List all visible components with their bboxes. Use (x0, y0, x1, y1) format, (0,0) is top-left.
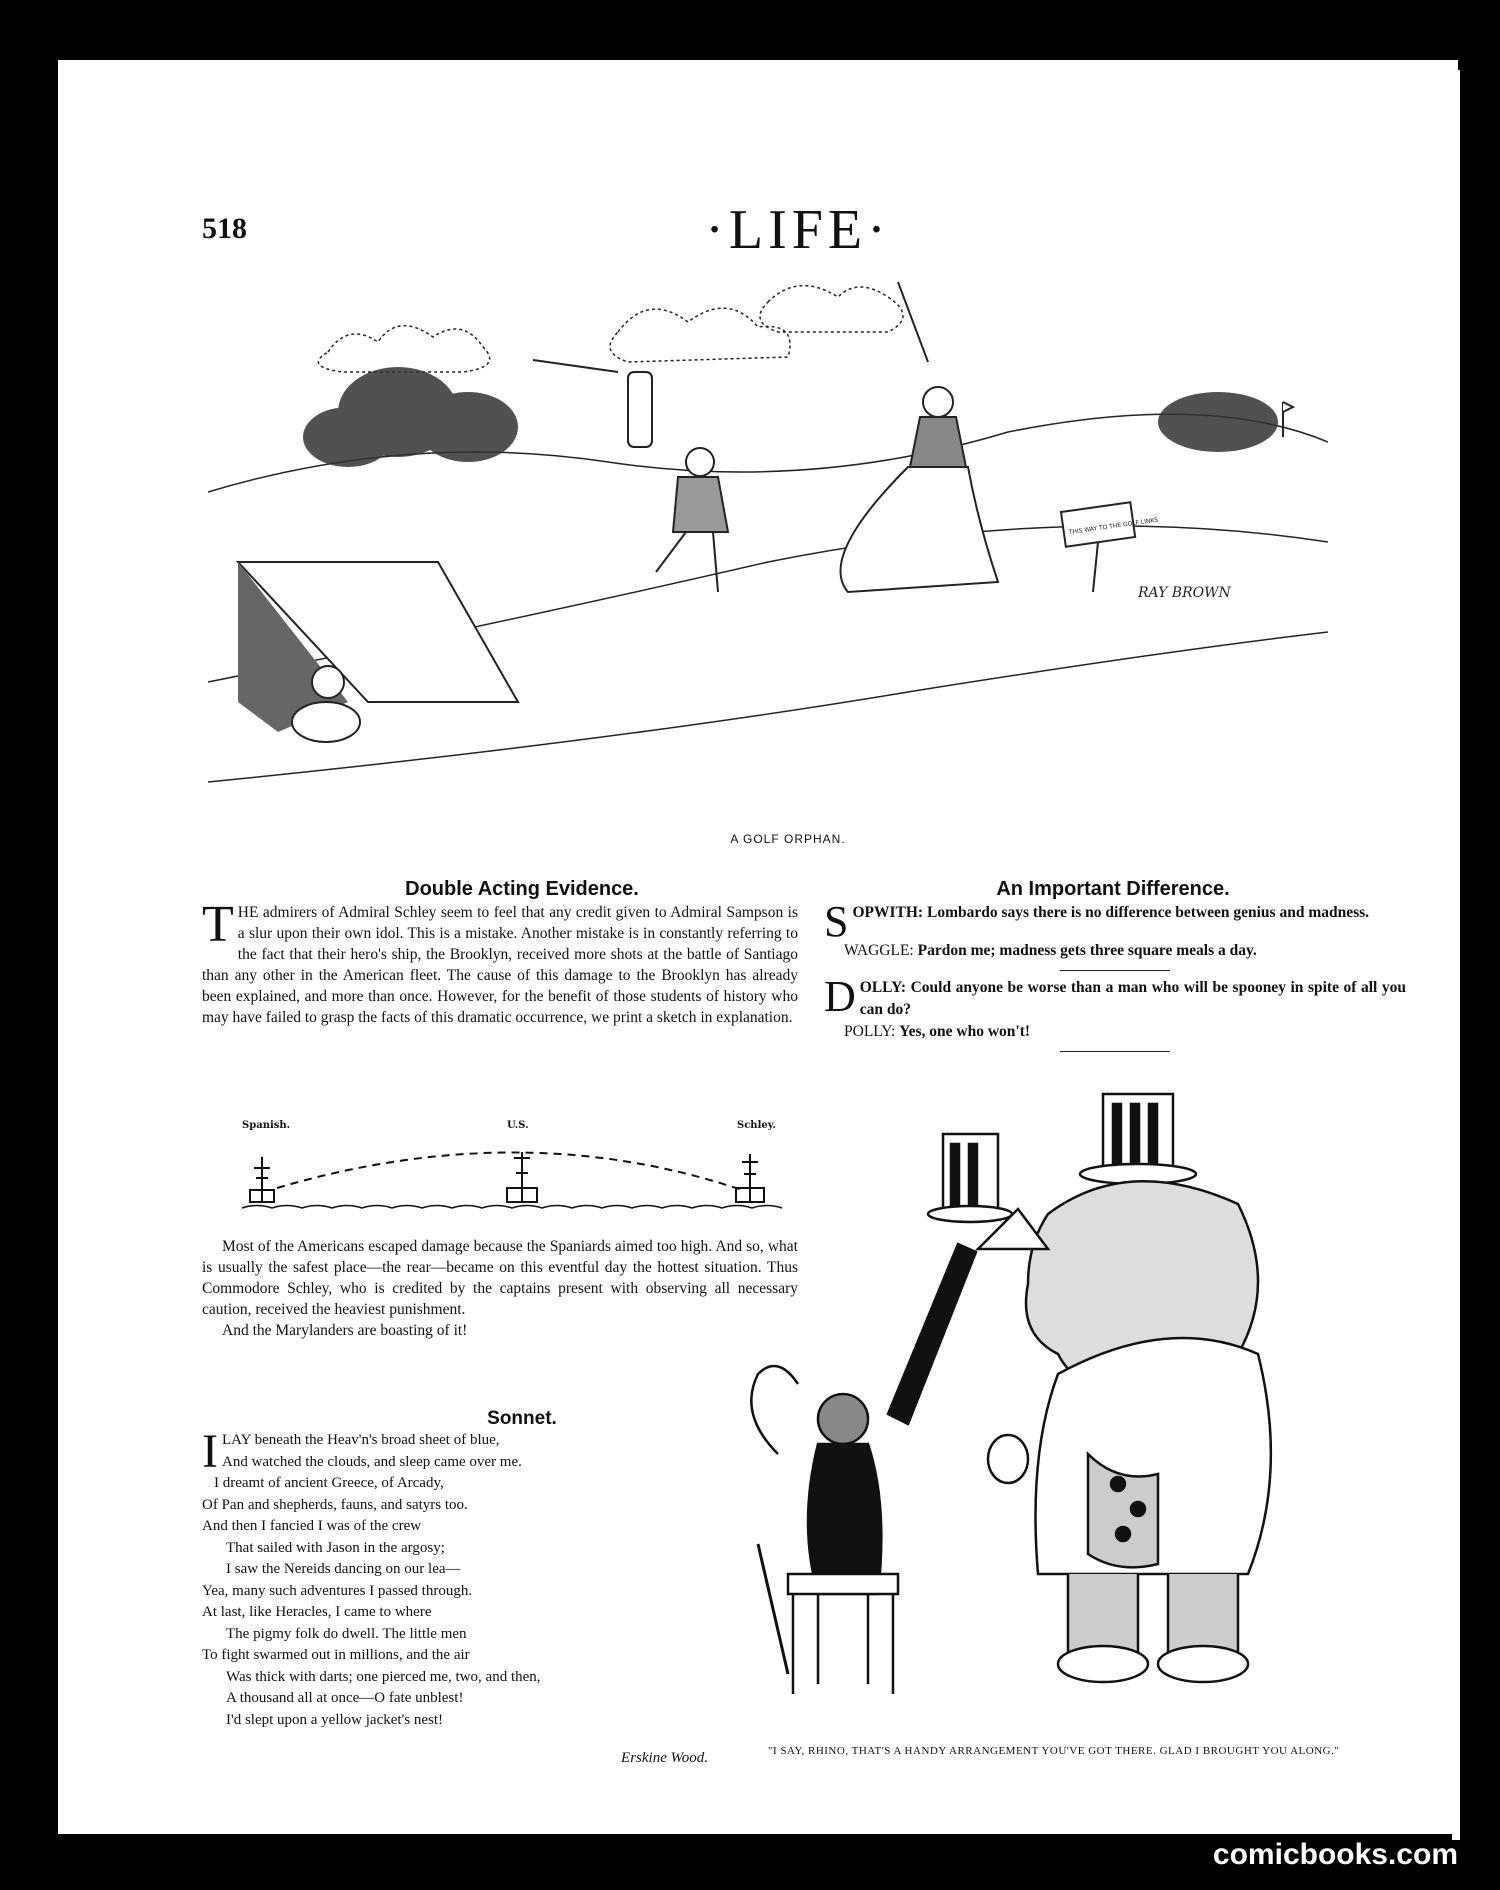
poem-line: And watched the clouds, and sleep came over me. (221, 1453, 522, 1470)
rhino-monkey-cartoon (718, 1074, 1378, 1714)
cartoon-caption: "I SAY, RHINO, THAT'S A HANDY ARRANGEMENT YOU'VE GOT THERE. GLAD I BROUGHT YOU ALONG." (768, 1745, 1340, 1757)
poem-line: A thousand all at once—O fate unblest! (226, 1690, 464, 1706)
speaker-name: OLLY: (859, 979, 907, 996)
magazine-page (58, 60, 1458, 1834)
poem-line: Of Pan and shepherds, fauns, and satyrs too. (202, 1496, 468, 1513)
sign-text: THIS WAY TO THE GOLF LINKS (1068, 516, 1159, 537)
poem-line: LAY beneath the Heav'n's broad sheet of blue, (221, 1432, 500, 1448)
poem-line: I'd slept upon a yellow jacket's nest! (226, 1711, 444, 1728)
label-spanish: Spanish. (242, 1120, 291, 1131)
drop-cap: S (824, 897, 849, 946)
dialogue-text: Pardon me; madness gets three square meals a day. (917, 942, 1257, 959)
page-number: 518 (202, 212, 247, 245)
dialogue-text: Lombardo says there is no difference between genius and madness. (926, 904, 1370, 921)
drop-cap: D (824, 972, 856, 1021)
ships-diagram (202, 1118, 798, 1238)
poem-line: The pigmy folk do dwell. The little men (226, 1625, 467, 1642)
poem-author: Erskine Wood. (621, 1750, 708, 1766)
poem-line: Was thick with darts; one pierced me, two, and then, (226, 1668, 541, 1685)
article-title: An Important Difference. (996, 878, 1230, 900)
speaker-name: OPWITH: (852, 904, 924, 921)
masthead: ·LIFE· (705, 199, 891, 261)
label-schley: Schley. (737, 1120, 776, 1131)
dialogue (824, 897, 1407, 1058)
poem-line: Yea, many such adventures I passed through. (202, 1582, 473, 1599)
poem-line: That sailed with Jason in the argosy; (226, 1539, 445, 1556)
label-us: U.S. (507, 1120, 529, 1131)
golf-orphan-cartoon (208, 262, 1328, 822)
dialogue-text: Could anyone be worse than a man who will be spooney in spite of all you can do? (859, 979, 1407, 1018)
dialogue-text: Yes, one who won't! (899, 1023, 1031, 1040)
article-paragraph (202, 896, 798, 1028)
cartoon-caption: A GOLF ORPHAN. (730, 832, 846, 846)
paragraph-text: Most of the Americans escaped damage because the Spaniards aimed too high. And so, what is usually the safest place—the rear—became on this eventful day the hottest situation. Thus Commodore Schley, who is credited by the captains present with observing all necessary caution, received the heaviest punishment. (202, 1238, 798, 1318)
poem-line: To fight swarmed out in millions, and the air (202, 1647, 470, 1663)
paragraph-text: HE admirers of Admiral Schley seem to feel that any credit given to Admiral Sampson is a slur upon their own idol. This is a mistake. Another mistake is in constantly referring to the fact that their hero's ship, the Brooklyn, received more shots at the battle of Santiago than any other in the American fleet. The cause of this damage to the Brooklyn has already been explained, and more than once. However, for the benefit of those students of history who may have failed to grasp the facts of this dramatic occurrence, we print a sketch in explanation. (202, 904, 798, 1026)
divider (1060, 1051, 1170, 1052)
drop-cap: T (202, 896, 234, 953)
article-paragraph (202, 1236, 798, 1341)
poem-line: I saw the Nereids dancing on our lea— (226, 1561, 461, 1577)
divider (1060, 970, 1170, 971)
watermark: comicbooks.com (1212, 1838, 1458, 1871)
poem-line: And then I fancied I was of the crew (202, 1518, 422, 1534)
speaker-name: POLLY: (844, 1023, 896, 1040)
speaker-name: WAGGLE: (844, 942, 914, 959)
poem (202, 1425, 802, 1731)
paragraph-text: And the Marylanders are boasting of it! (222, 1322, 468, 1339)
article-title: Double Acting Evidence. (405, 878, 639, 900)
artist-signature: RAY BROWN (1138, 585, 1231, 601)
drop-cap: I (202, 1425, 218, 1478)
poem-line: I dreamt of ancient Greece, of Arcady, (214, 1475, 444, 1491)
poem-line: At last, like Heracles, I came to where (202, 1604, 432, 1620)
poem-title: Sonnet. (487, 1408, 557, 1429)
